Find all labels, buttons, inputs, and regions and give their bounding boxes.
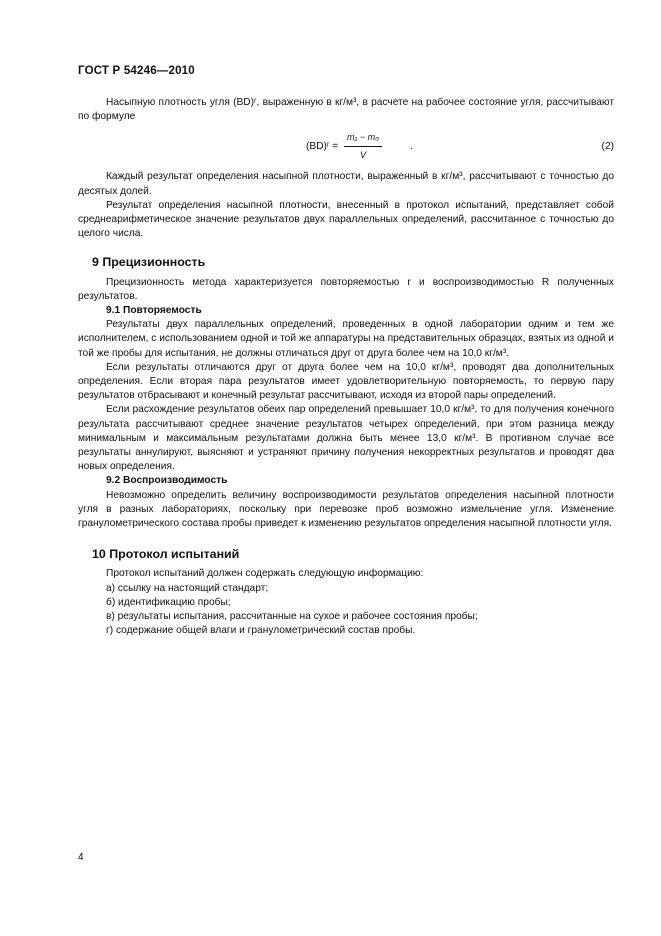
formula-numerator: m₁ − m₀ [344,130,382,146]
list-item: г) содержание общей влаги и гранулометрический состав пробы. [106,625,416,637]
list-item: б) идентификацию пробы; [106,596,231,608]
list-item: в) результаты испытания, рассчитанные на сухое и рабочее состояния пробы; [106,611,478,623]
formula-end: . [410,141,413,153]
subsection-9-2-title: 9.2 Воспроизводимость [106,475,228,487]
subsection-9-1-title: 9.1 Повторяемость [106,305,202,317]
section-10-title: 10 Протокол испытаний [92,547,240,562]
formula-lhs: (BD)ʳ = [306,141,339,153]
formula-fraction [344,130,382,161]
paragraph: Невозможно определить величину воспроизводимости результатов определения насыпной плотности угля в разных лабораториях, поскольку при перевозке проб возможно измельчение угля. Изменение гранулометрического состава пробы приведет к изменению результатов определения насыпной плотности угля. [78,489,614,530]
paragraph: Результаты двух параллельных определений, проведенных в одной лаборатории одним и тем же исполнителем, с использованием одной и той же аппаратуры на представительных образцах, взятых из одной и той же пробы для испытания, не должны отличаться друг от друга более чем на 10,0 кг/м³. [78,319,614,359]
paragraph: Прецизионность метода характеризуется повторяемостью r и воспроизводимостью R полученных результатов. [78,276,614,302]
formula-denominator: V [359,149,366,160]
paragraph: Протокол испытаний должен содержать следующую информацию: [106,568,424,580]
section-9-title: 9 Прецизионность [92,255,206,270]
list-item: а) ссылку на настоящий стандарт; [106,582,269,594]
page-content [78,96,614,639]
formula-2 [78,128,614,168]
protocol-list [78,582,614,639]
formula-intro: Насыпную плотность угля (BD)ʳ, выраженную в кг/м³, в расчете на рабочее состояние угля, рассчитывают по формуле [78,97,614,123]
doc-code-header: ГОСТ Р 54246—2010 [78,65,195,77]
paragraph: Если результаты отличаются друг от друга более чем на 10,0 кг/м³, проводят два дополнительных определения. Если вторая пара результатов имеет удовлетворительную повторяемость, то первую пару результатов отбрасывают и конечный результат рассчитывают, исходя из второй пары определений. [78,361,614,402]
paragraph: Если расхождение результатов обеих пар определений превышает 10,0 кг/м³, то для получения конечного результата рассчитывают среднее значение результатов четырех определений, при этом разница между минимальным и максимальным результатами должна быть менее 13,0 кг/м³. В противном случае все результаты аннулируют, выясняют и устраняют причину получения некорректных результатов и проводят два новых определения. [78,404,614,473]
formula-number: (2) [601,141,614,153]
page-number: 4 [78,852,84,863]
paragraph: Результат определения насыпной плотности, внесенный в протокол испытаний, представляет собой среднеарифметическое значение результатов двух параллельных определений, рассчитанное с точностью до целого числа. [78,199,614,240]
paragraph: Каждый результат определения насыпной плотности, выраженный в кг/м³, рассчитывают с точностью до десятых долей. [78,171,614,197]
